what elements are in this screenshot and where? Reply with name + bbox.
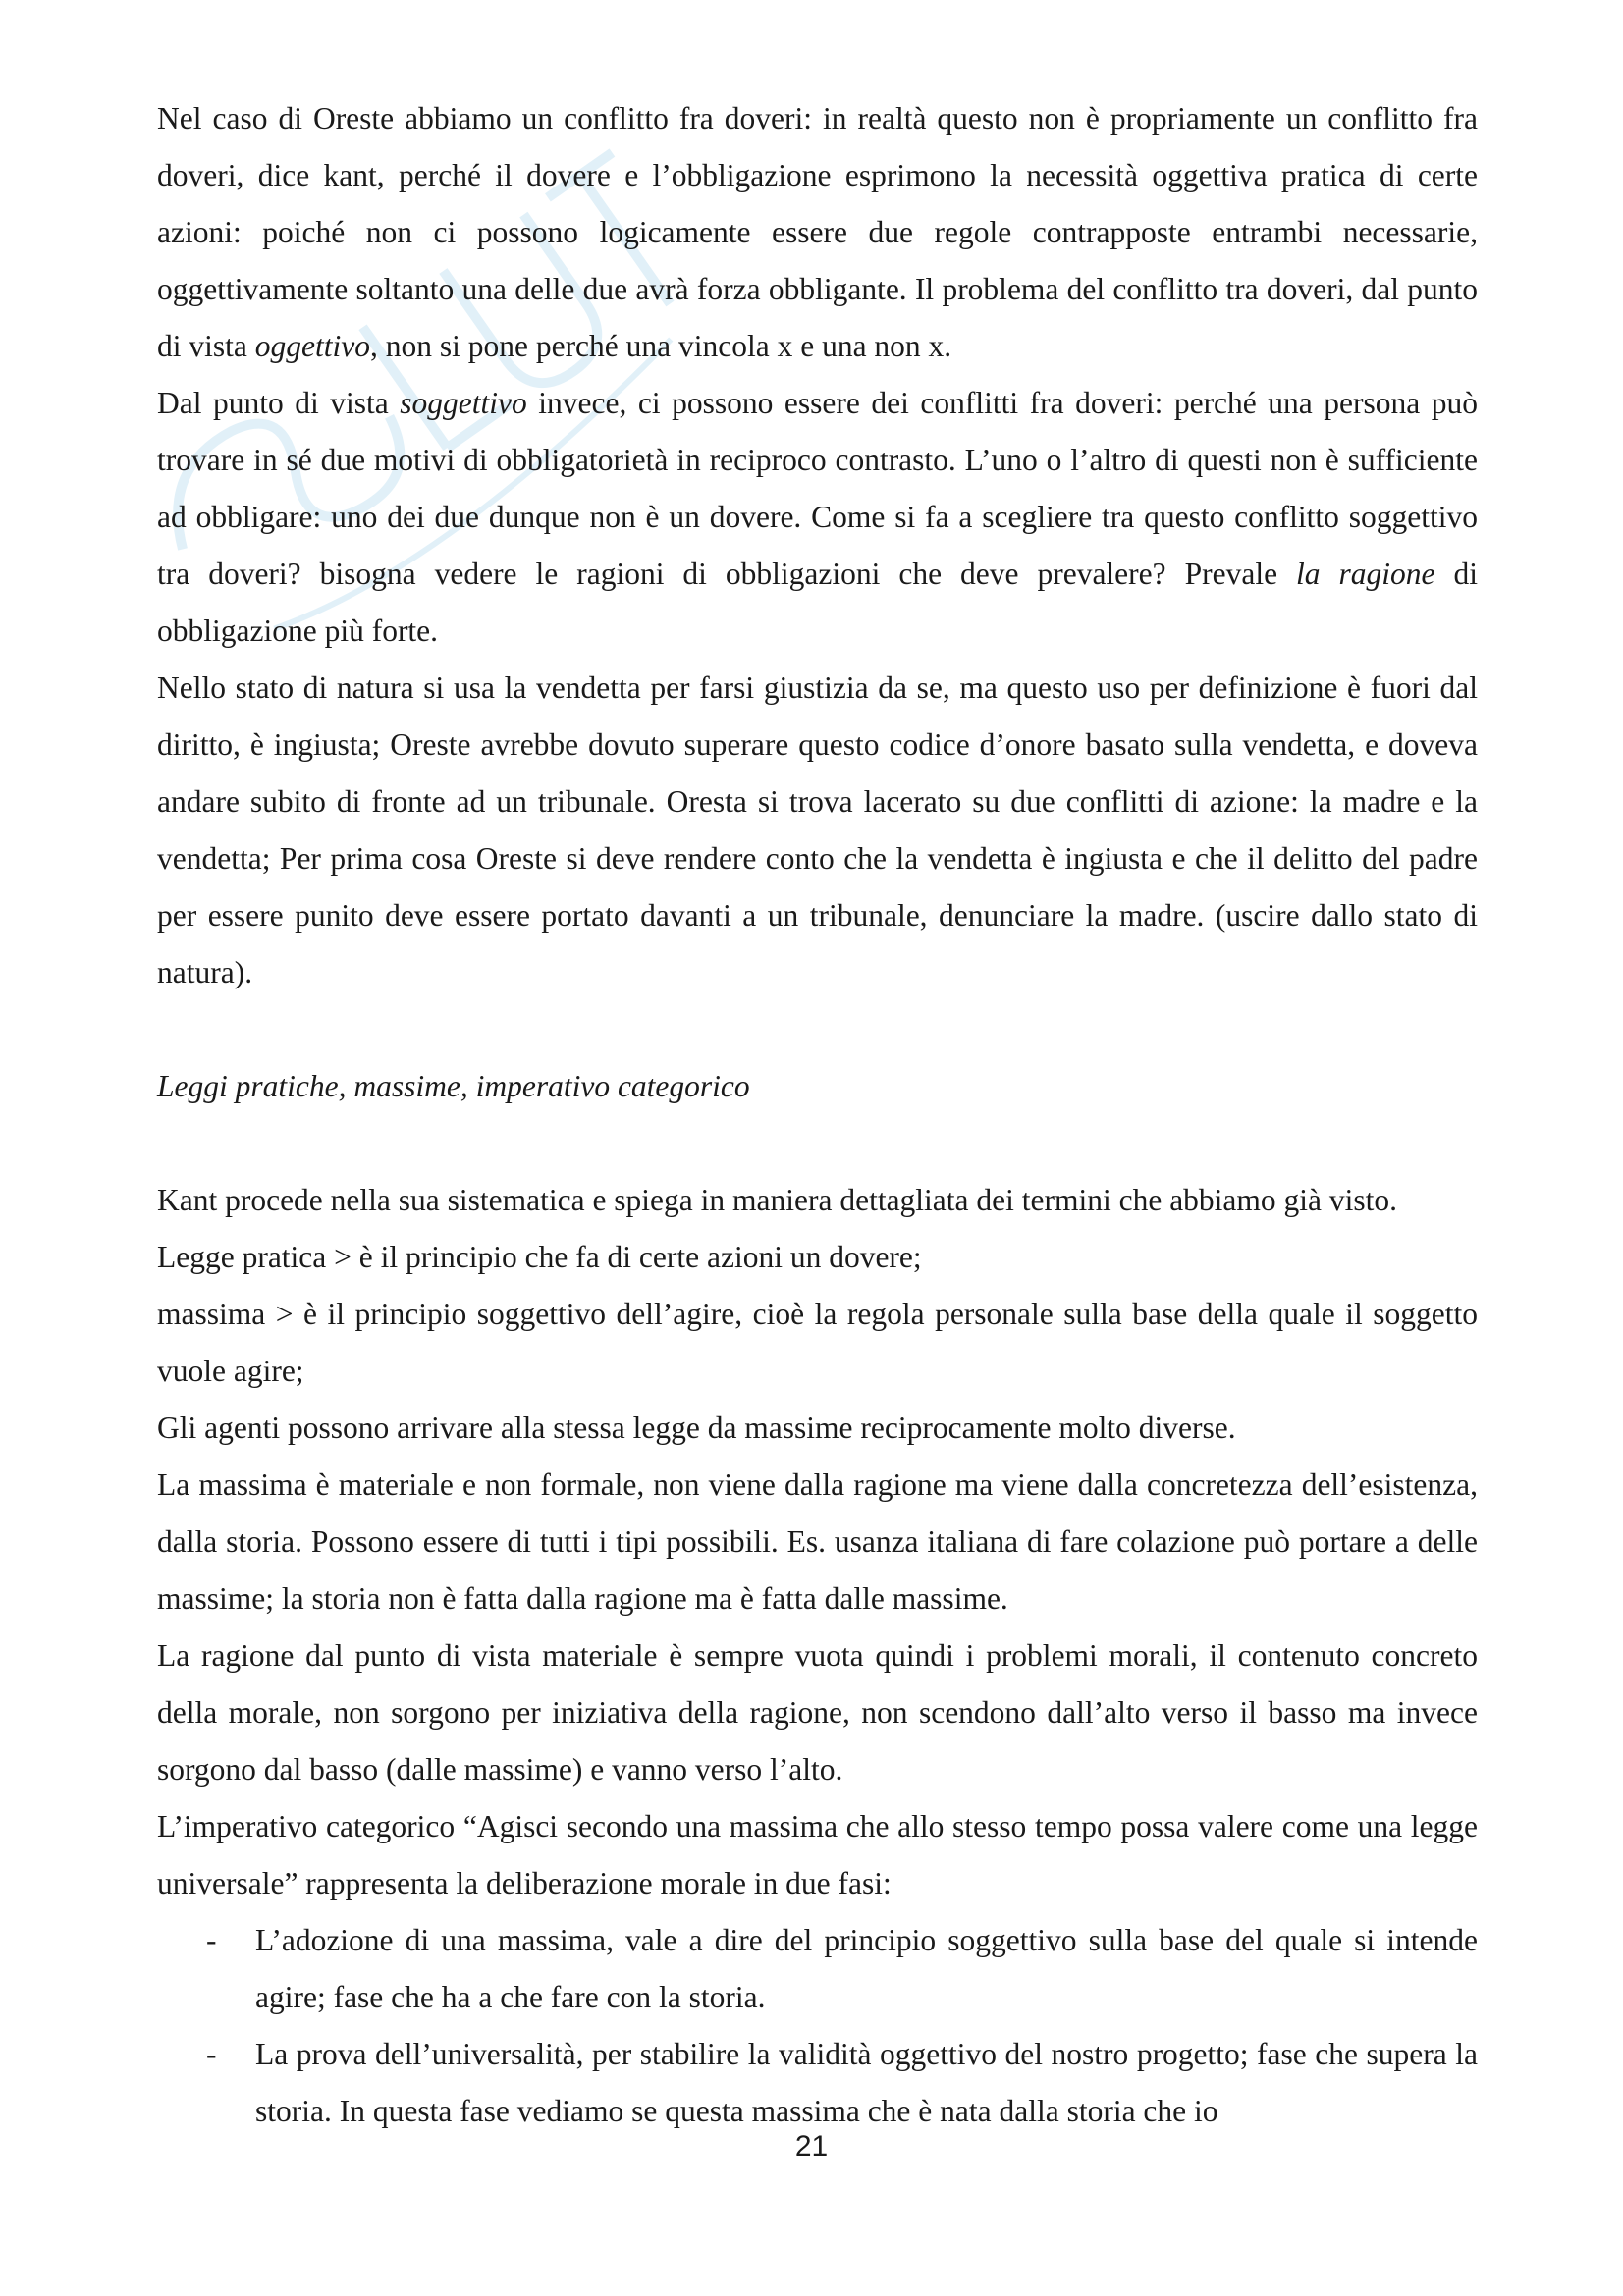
italic-oggettivo: oggettivo bbox=[254, 329, 370, 363]
list-dash: - bbox=[206, 1923, 217, 1957]
section-title: Leggi pratiche, massime, imperativo categorico bbox=[157, 1069, 750, 1103]
paragraph-imperativo-categorico: L’imperativo categorico “Agisci secondo una massima che allo stesso tempo possa valere come una legge universale” rappresenta la deliberazione morale in due fasi: bbox=[157, 1809, 1478, 1900]
paragraph-stato-di-natura: Nello stato di natura si usa la vendetta per farsi giustizia da se, ma questo uso per definizione è fuori dal diritto, è ingiusta; Oreste avrebbe dovuto superare questo codice d’onore basato sulla vendetta, e doveva andare subito di fronte ad un tribunale. Oresta si trova lacerato su due conflitti di azione: la madre e la vendetta; Per prima cosa Oreste si deve rendere conto che la vendetta è ingiusta e che il delitto del padre per essere punito deve essere portato davanti a un tribunale, denunciare la madre. (uscire dallo stato di natura). bbox=[157, 670, 1478, 989]
list-item-text: L’adozione di una massima, vale a dire del principio soggettivo sulla base del quale si intende agire; fase che ha a che fare con la storia. bbox=[255, 1923, 1478, 2014]
paragraph-kant-procede: Kant procede nella sua sistematica e spiega in maniera dettagliata dei termini che abbiamo già visto. bbox=[157, 1183, 1398, 1217]
paragraph-massima: massima > è il principio soggettivo dell’agire, cioè la regola personale sulla base della quale il soggetto vuole agire; bbox=[157, 1297, 1478, 1388]
paragraph-oreste-conflict: Nel caso di Oreste abbiamo un conflitto fra doveri: in realtà questo non è propriamente un conflitto fra doveri, dice kant, perché il dovere e l’obbligazione esprimono la necessità oggettiva pratica di certe azioni: poiché non ci possono logicamente essere due regole contrapposte entrambi necessarie, oggettivamente soltanto una delle due avrà forza obbligante. Il problema del conflitto tra doveri, dal punto di vista oggettivo, non si pone perché una vincola x e una non x. bbox=[157, 101, 1478, 363]
list-item bbox=[157, 2026, 1478, 2140]
paragraph-soggettivo: Dal punto di vista soggettivo invece, ci possono essere dei conflitti fra doveri: perché una persona può trovare in sé due motivi di obbligatorietà in reciproco contrasto. L’uno o l’altro di questi non è sufficiente ad obbligare: uno dei due dunque non è un dovere. Come si fa a scegliere tra questo conflitto soggettivo tra doveri? bisogna vedere le ragioni di obbligazioni che deve prevalere? Prevale la ragione di obbligazione più forte. bbox=[157, 386, 1479, 648]
list-item-text: La prova dell’universalità, per stabilire la validità oggettivo del nostro progetto; fase che supera la storia. In questa fase vediamo se questa massima che è nata dalla storia che io bbox=[255, 2037, 1478, 2128]
paragraph-ragione-vuota: La ragione dal punto di vista materiale è sempre vuota quindi i problemi morali, il contenuto concreto della morale, non sorgono per iniziativa della ragione, non scendono dall’alto verso il basso ma invece sorgono dal basso (dalle massime) e vanno verso l’alto. bbox=[157, 1638, 1478, 1787]
italic-soggettivo: soggettivo bbox=[400, 386, 527, 420]
list-dash: - bbox=[206, 2037, 217, 2071]
document-page bbox=[157, 90, 1478, 2140]
page-number: 21 bbox=[794, 2130, 829, 2163]
deliberation-phases-list bbox=[157, 1912, 1478, 2140]
list-item bbox=[157, 1912, 1478, 2026]
paragraph-massima-materiale: La massima è materiale e non formale, non viene dalla ragione ma viene dalla concretezza dell’esistenza, dalla storia. Possono essere di tutti i tipi possibili. Es. usanza italiana di fare colazione può portare a delle massime; la storia non è fatta dalla ragione ma è fatta dalle massime. bbox=[157, 1468, 1478, 1616]
paragraph-agenti: Gli agenti possono arrivare alla stessa legge da massime reciprocamente molto diverse. bbox=[157, 1411, 1236, 1445]
italic-la-ragione: la ragione bbox=[1296, 557, 1435, 591]
paragraph-legge-pratica: Legge pratica > è il principio che fa di certe azioni un dovere; bbox=[157, 1240, 922, 1274]
